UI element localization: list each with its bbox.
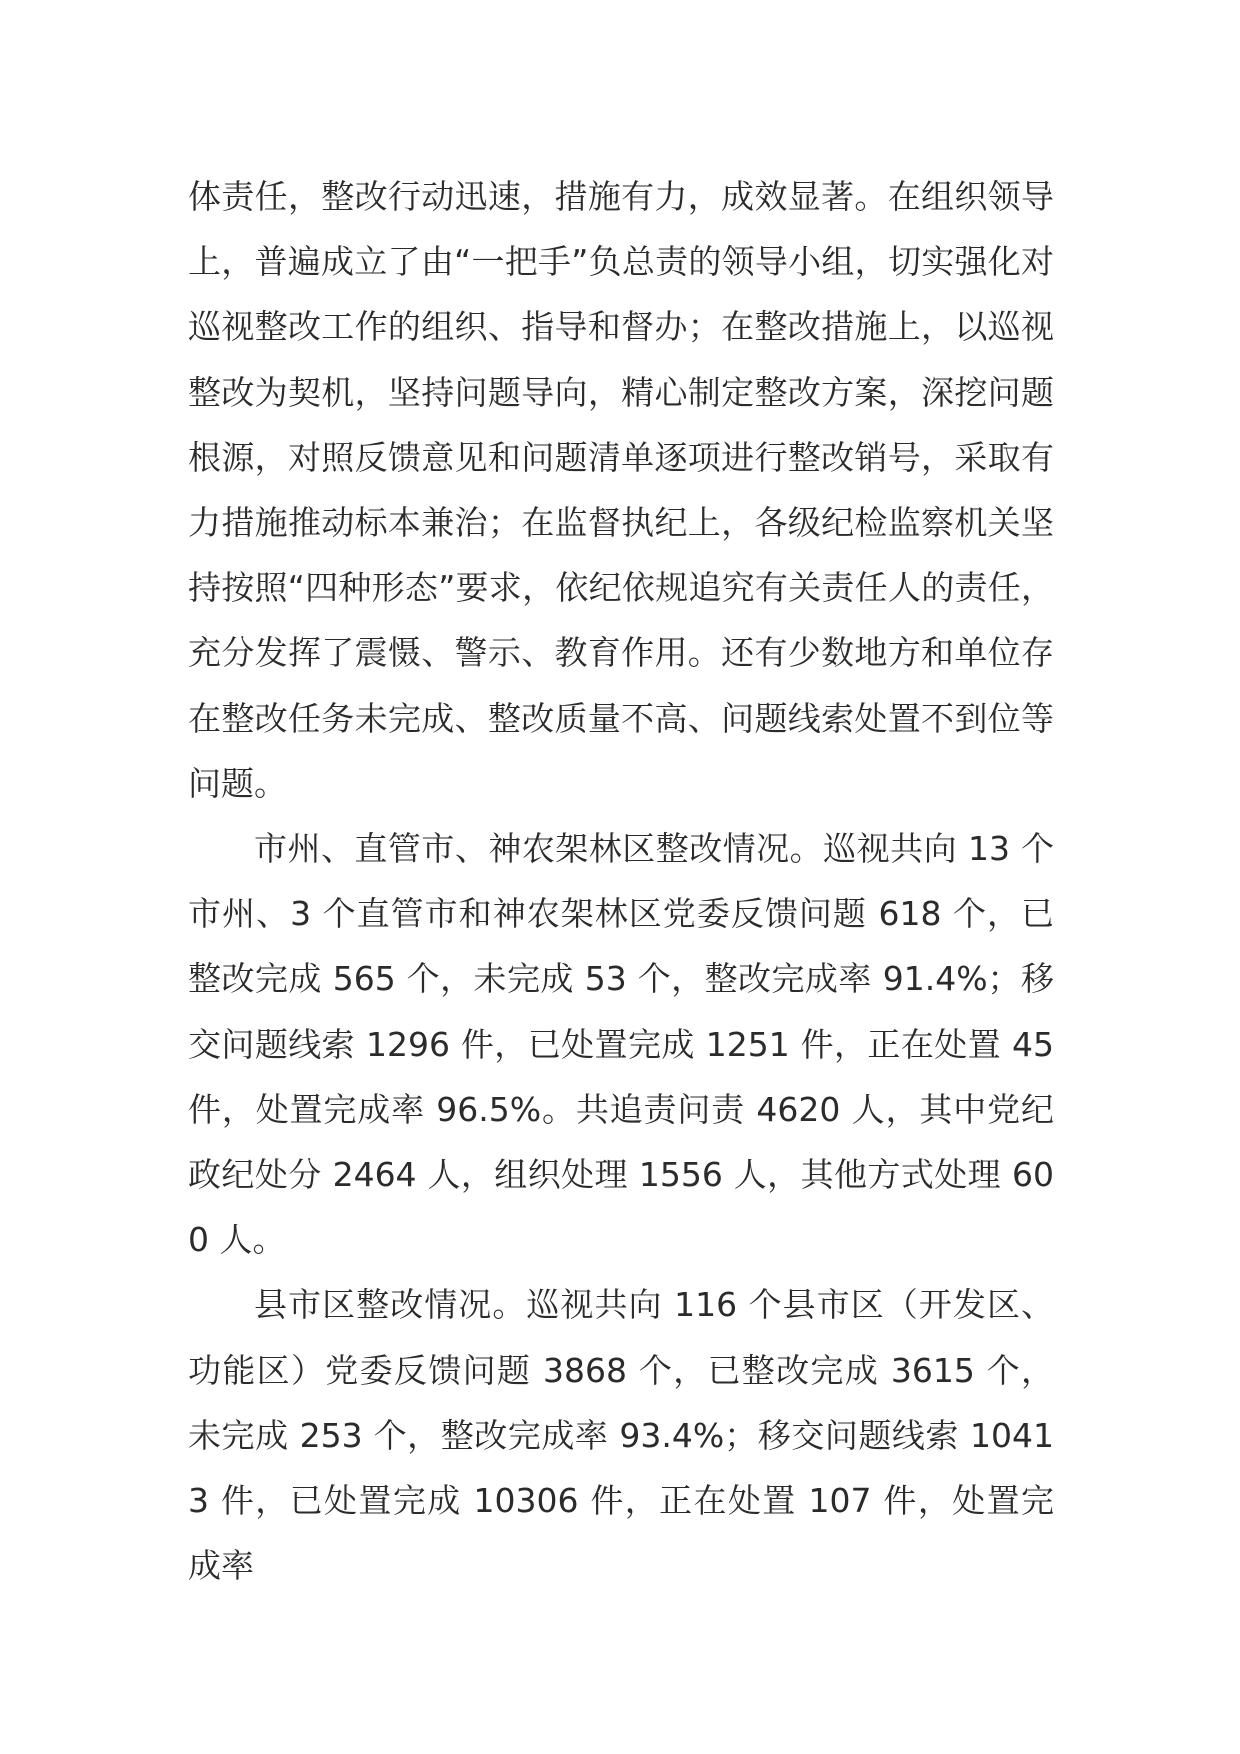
paragraph-continuation: 体责任，整改行动迅速，措施有力，成效显著。在组织领导上，普遍成立了由“一把手”负总责的领导小组，切实强化对巡视整改工作的组织、指导和督办；在整改措施上，以巡视整改为契机，坚持问题导向，精心制定整改方案，深挖问题根源，对照反馈意见和问题清单逐项进行整改销号，采取有力措施推动标本兼治；在监督执纪上，各级纪检监察机关坚持按照“四种形态”要求，依纪依规追究有关责任人的责任，充分发挥了震慑、警示、教育作用。还有少数地方和单位存在整改任务未完成、整改质量不高、问题线索处置不到位等问题。	[188, 177, 1054, 803]
paragraph-city-prefecture-rectification: 市州、直管市、神农架林区整改情况。巡视共向 13 个市州、3 个直管市和神农架林区党委反馈问题 618 个，已整改完成 565 个，未完成 53 个，整改完成率 91.4%；移交问题线索 1296 件，已处置完成 1251 件，正在处置 45 件，处置完成率 96.5%。共追责问责 4620 人，其中党纪政纪处分 2464 人，组织处理 1556 人，其他方式处理 600 人。	[188, 829, 1054, 1260]
document-body	[188, 164, 1054, 1598]
paragraph-county-rectification: 县市区整改情况。巡视共向 116 个县市区（开发区、功能区）党委反馈问题 3868 个，已整改完成 3615 个，未完成 253 个，整改完成率 93.4%；移交问题线索 10413 件，已处置完成 10306 件，正在处置 107 件，处置完成率	[188, 1285, 1054, 1586]
